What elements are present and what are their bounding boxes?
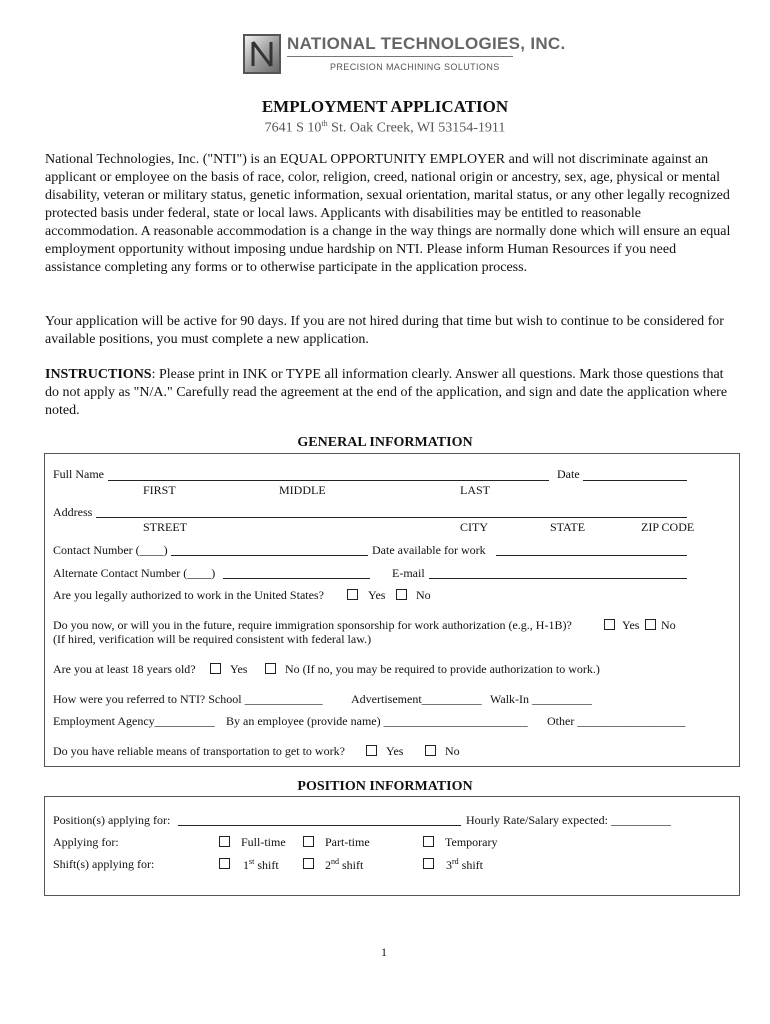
full-time-checkbox[interactable] <box>219 836 230 847</box>
authorized-no-checkbox[interactable] <box>396 589 407 600</box>
contact-number-field[interactable] <box>171 555 368 556</box>
email-field[interactable] <box>429 578 687 579</box>
sponsorship-yes-checkbox[interactable] <box>604 619 615 630</box>
page-number: 1 <box>381 945 387 959</box>
positions-field[interactable] <box>178 825 461 826</box>
date-available-label: Date available for work <box>372 543 486 557</box>
part-time-label: Part-time <box>325 835 370 849</box>
eeo-statement: National Technologies, Inc. ("NTI") is an EQUAL OPPORTUNITY EMPLOYER and will not discriminate against an applicant or employee on the basis of race, color, religion, creed, national origin or ancestry, sex, age, physical or mental disability, veteran or military status, genetic information, sexual orientation, marital status, or any other legally recognized protected basis under federal, state or local laws. Applicants with disabilities may be entitled to reasonable accommodation. A reasonable accommodation is a change in the way things are normally done which will ensure an equal employment opportunity without imposing undue hardship on NTI. Please inform Human Resources if you need assistance completing any forms or to otherwise participate in the application process. <box>45 152 731 275</box>
temporary-label: Temporary <box>445 835 498 849</box>
sponsorship-note: (If hired, verification will be required consistent with federal law.) <box>53 632 372 646</box>
address-label: Address <box>53 505 93 519</box>
age-yes-checkbox[interactable] <box>210 663 221 674</box>
email-label: E-mail <box>392 566 425 580</box>
position-info-title: POSITION INFORMATION <box>297 779 473 794</box>
middle-caption: MIDDLE <box>279 483 326 497</box>
applying-for-label: Applying for: <box>53 835 119 849</box>
date-label: Date <box>557 467 580 481</box>
first-shift-checkbox[interactable] <box>219 858 230 869</box>
date-field[interactable] <box>583 480 687 481</box>
transport-no-label: No <box>445 744 460 758</box>
transport-no-checkbox[interactable] <box>425 745 436 756</box>
hourly-rate-field[interactable]: Hourly Rate/Salary expected: __________ <box>466 813 671 827</box>
city-caption: CITY <box>460 520 488 534</box>
advertisement-field[interactable]: Advertisement__________ <box>351 692 482 706</box>
first-shift-label: 1st shift <box>243 857 279 872</box>
company-logo-icon <box>243 34 281 74</box>
second-shift-label: 2nd shift <box>325 857 364 872</box>
logo-divider <box>287 56 513 57</box>
contact-number-label: Contact Number (____) <box>53 543 168 557</box>
transport-yes-label: Yes <box>386 744 404 758</box>
full-time-label: Full-time <box>241 835 286 849</box>
last-caption: LAST <box>460 483 490 497</box>
zip-caption: ZIP CODE <box>641 520 695 534</box>
third-shift-checkbox[interactable] <box>423 858 434 869</box>
company-address: 7641 S 10th St. Oak Creek, WI 53154-1911 <box>264 119 506 136</box>
positions-label: Position(s) applying for: <box>53 813 171 827</box>
second-shift-checkbox[interactable] <box>303 858 314 869</box>
active-notice: Your application will be active for 90 days. If you are not hired during that time but wish to continue to be considered for available positions, you must complete a new application. <box>45 314 724 347</box>
general-info-title: GENERAL INFORMATION <box>297 435 473 450</box>
referred-question: How were you referred to NTI? School _____________ <box>53 692 323 706</box>
authorized-question: Are you legally authorized to work in the United States? <box>53 588 324 602</box>
part-time-checkbox[interactable] <box>303 836 314 847</box>
first-caption: FIRST <box>143 483 176 497</box>
full-name-label: Full Name <box>53 467 104 481</box>
state-caption: STATE <box>550 520 586 534</box>
company-name: NATIONAL TECHNOLOGIES, INC. <box>287 34 566 53</box>
company-tagline: PRECISION MACHINING SOLUTIONS <box>330 62 500 72</box>
age-no-label: No (If no, you may be required to provide authorization to work.) <box>285 662 600 676</box>
logo-mark-icon <box>245 36 279 72</box>
full-name-field[interactable] <box>108 480 549 481</box>
sponsorship-question: Do you now, or will you in the future, require immigration sponsorship for work authorization (e.g., H-1B)? <box>53 618 572 632</box>
age-yes-label: Yes <box>230 662 248 676</box>
address-field[interactable] <box>96 517 687 518</box>
sponsorship-yes-label: Yes <box>622 618 640 632</box>
street-caption: STREET <box>143 520 187 534</box>
age-no-checkbox[interactable] <box>265 663 276 674</box>
other-referral-field[interactable]: Other __________________ <box>547 714 686 728</box>
authorized-no-label: No <box>416 588 431 602</box>
transport-question: Do you have reliable means of transportation to get to work? <box>53 744 345 758</box>
alt-contact-field[interactable] <box>223 578 370 579</box>
alt-contact-label: Alternate Contact Number (____) <box>53 566 216 580</box>
transport-yes-checkbox[interactable] <box>366 745 377 756</box>
position-info-box <box>44 796 740 896</box>
employee-referral-field[interactable]: By an employee (provide name) ________________________ <box>226 714 528 728</box>
authorized-yes-label: Yes <box>368 588 386 602</box>
agency-field[interactable]: Employment Agency__________ <box>53 714 215 728</box>
instructions: INSTRUCTIONS: Please print in INK or TYPE all information clearly. Answer all questions. Mark those questions that do not apply as "N/A." Carefully read the agreement at the end of the application, and sign and date the application where noted. <box>45 367 728 418</box>
third-shift-label: 3rd shift <box>446 857 484 872</box>
age-question: Are you at least 18 years old? <box>53 662 196 676</box>
page-title: EMPLOYMENT APPLICATION <box>261 97 509 116</box>
date-available-field[interactable] <box>496 555 687 556</box>
sponsorship-no-checkbox[interactable] <box>645 619 656 630</box>
sponsorship-no-label: No <box>661 618 676 632</box>
shifts-label: Shift(s) applying for: <box>53 857 155 871</box>
authorized-yes-checkbox[interactable] <box>347 589 358 600</box>
walkin-field[interactable]: Walk-In __________ <box>490 692 593 706</box>
temporary-checkbox[interactable] <box>423 836 434 847</box>
